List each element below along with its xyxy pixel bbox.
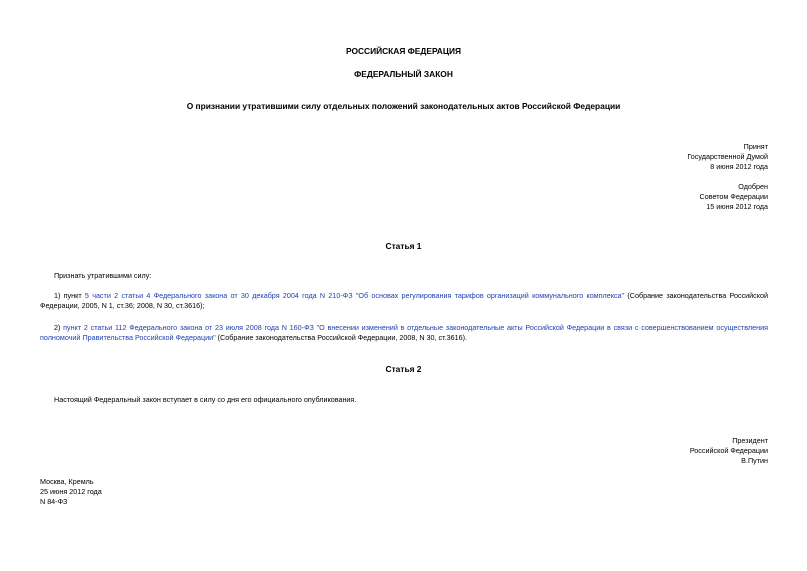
document-title: О признании утратившими силу отдельных положений законодательных актов Российской Федерации — [186, 101, 621, 111]
adoption-approved — [700, 182, 768, 212]
accepted-line: Государственной Думой — [687, 152, 768, 161]
signature-line: Российской Федерации — [689, 446, 768, 455]
accepted-line: 8 июня 2012 года — [710, 162, 768, 171]
article-2-heading: Статья 2 — [385, 364, 422, 374]
item-2-link-part[interactable]: пункт 2 статьи 112 — [63, 323, 127, 332]
place-line: Москва, Кремль — [40, 477, 94, 486]
article-1-intro: Признать утратившими силу: — [54, 271, 152, 280]
item-1-prefix: 1) пункт — [54, 291, 85, 300]
signature-line: Президент — [732, 436, 768, 445]
approved-line: Одобрен — [738, 182, 768, 191]
country-heading: РОССИЙСКАЯ ФЕДЕРАЦИЯ — [345, 46, 462, 56]
approved-line: 15 июня 2012 года — [706, 202, 768, 211]
place-block — [40, 477, 102, 507]
adoption-accepted — [687, 142, 768, 172]
item-2-suffix: (Собрание законодательства Российской Федерации, 2008, N 30, ст.3616). — [215, 333, 467, 342]
article-1-heading: Статья 1 — [385, 241, 422, 251]
signature-line: В.Путин — [741, 456, 768, 465]
article-1-item-1 — [40, 291, 768, 311]
article-1-item-2 — [40, 323, 768, 343]
document-type-heading: ФЕДЕРАЛЬНЫЙ ЗАКОН — [354, 69, 453, 79]
item-1-link-law[interactable]: Федерального закона от 30 декабря 2004 года N 210-ФЗ "Об основах регулирования тарифов организаций коммунального комплекса" — [153, 291, 625, 300]
item-1-suffix: (Собрание законодательства Российской Федерации, 2005, N 1, ст.36; 2008, N 30, ст.3616); — [40, 291, 769, 310]
item-2-link-law[interactable]: Федерального закона от 23 июля 2008 года N 160-ФЗ "О внесении изменений в отдельные законодательные акты Российской Федерации в связи с совершенствованием осуществления полномочий Правительства Российской Федерации" — [40, 323, 768, 342]
approved-line: Советом Федерации — [699, 192, 768, 201]
place-line: N 84-ФЗ — [40, 497, 68, 506]
item-2-prefix: 2) — [54, 323, 64, 332]
signature-block — [690, 436, 768, 466]
accepted-line: Принят — [743, 142, 768, 151]
place-line: 25 июня 2012 года — [40, 487, 102, 496]
article-2-text: Настоящий Федеральный закон вступает в силу со дня его официального опубликования. — [54, 395, 357, 404]
item-1-link-part[interactable]: 5 части 2 статьи 4 — [84, 291, 151, 300]
